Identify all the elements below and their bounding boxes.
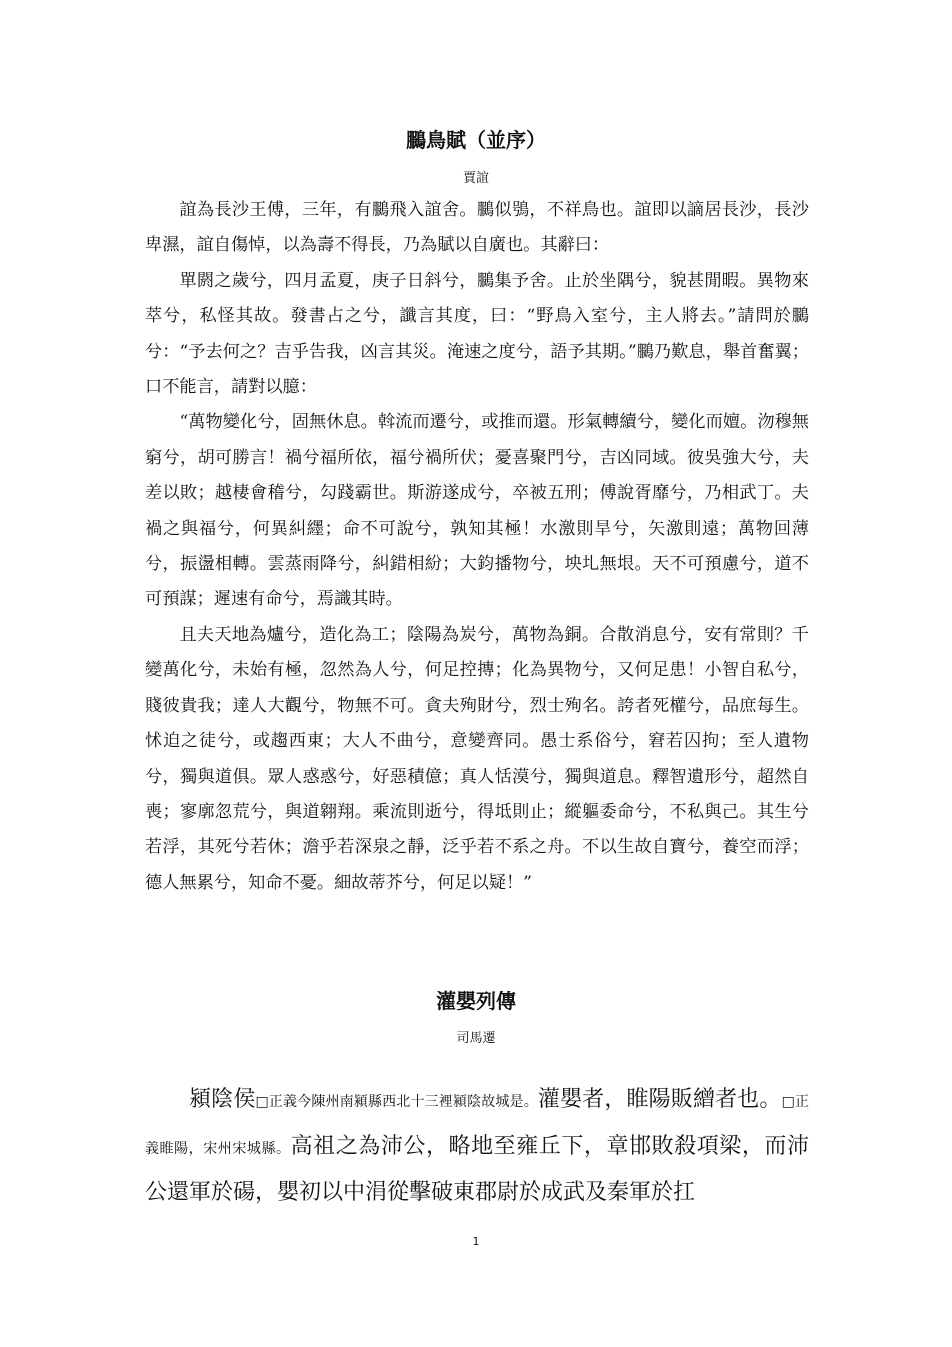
section2-text-3: 高祖之為沛公，略地至雍丘下，章邯敗殺項梁，而沛公還軍於碭，嬰初以中涓從擊破東郡尉於成武及秦軍於扛	[145, 1133, 809, 1205]
section1-author: 賈誼	[462, 171, 489, 186]
section2-annotation-1: □正義今陳州南潁縣西北十三裡潁陰故城是。	[255, 1094, 538, 1110]
section2-author: 司馬遷	[456, 1031, 496, 1046]
section2-body	[145, 1078, 809, 1216]
section1-paragraph-opening: 單閼之歲兮，四月孟夏，庚子日斜兮，鵩集予舍。止於坐隅兮，貌甚閒暇。異物來萃兮，私怪其故。發書占之兮，讖言其度，曰：“野鳥入室兮，主人將去。”請問於鵩兮：“予去何之？吉乎告我，凶言其災。淹速之度兮，語予其期。”鵩乃歎息，舉首奮翼；口不能言，請對以臆：	[145, 270, 809, 398]
section1-paragraph-preface: 誼為長沙王傅，三年，有鵩飛入誼舍。鵩似鴞，不祥鳥也。誼即以謫居長沙，長沙卑濕，誼自傷悼，以為壽不得長，乃為賦以自廣也。其辭曰：	[145, 200, 809, 256]
section2-annotation-2: □正義睢陽，宋州宋城縣。	[145, 1094, 809, 1157]
section1-paragraph-reply: “萬物變化兮，固無休息。斡流而遷兮，或推而還。形氣轉續兮，變化而嬗。沕穆無窮兮，胡可勝言！禍兮福所依，福兮禍所伏；憂喜聚門兮，吉凶同域。彼吳強大兮，夫差以敗；越棲會稽兮，勾踐霸世。斯游遂成兮，卒被五刑；傅說胥靡兮，乃相武丁。夫禍之與福兮，何異糾纆；命不可說兮，孰知其極！水激則旱兮，矢激則遠；萬物回薄兮，振盪相轉。雲蒸雨降兮，糾錯相紛；大鈞播物兮，坱圠無垠。天不可預慮兮，道不可預謀；遲速有命兮，焉識其時。	[145, 412, 809, 610]
section1-paragraph-closing: 且夫天地為爐兮，造化為工；陰陽為炭兮，萬物為銅。合散消息兮，安有常則？千變萬化兮，未始有極，忽然為人兮，何足控摶；化為異物兮，又何足患！小智自私兮，賤彼貴我；達人大觀兮，物無不可。貪夫殉財兮，烈士殉名。誇者死權兮，品庶每生。怵迫之徒兮，或趨西東；大人不曲兮，意變齊同。愚士系俗兮，窘若囚拘；至人遺物兮，獨與道俱。眾人惑惑兮，好惡積億；真人恬漠兮，獨與道息。釋智遺形兮，超然自喪；寥廓忽荒兮，與道翱翔。乘流則逝兮，得坻則止；縱軀委命兮，不私與己。其生兮若浮，其死兮若休；澹乎若深泉之靜，泛乎若不系之舟。不以生故自寶兮，養空而浮；德人無累兮，知命不憂。細故蒂芥兮，何足以疑！”	[145, 624, 809, 893]
section2-title: 灌嬰列傳	[436, 989, 516, 1013]
section2-text-2: 灌嬰者，睢陽販繒者也。	[537, 1087, 782, 1112]
section1-title: 鵩鳥賦（並序）	[406, 128, 546, 152]
section1-body	[145, 193, 809, 901]
section2-text-1: 潁陰侯	[189, 1087, 256, 1112]
section2-paragraph	[145, 1078, 809, 1216]
page-number: 1	[472, 1235, 480, 1248]
